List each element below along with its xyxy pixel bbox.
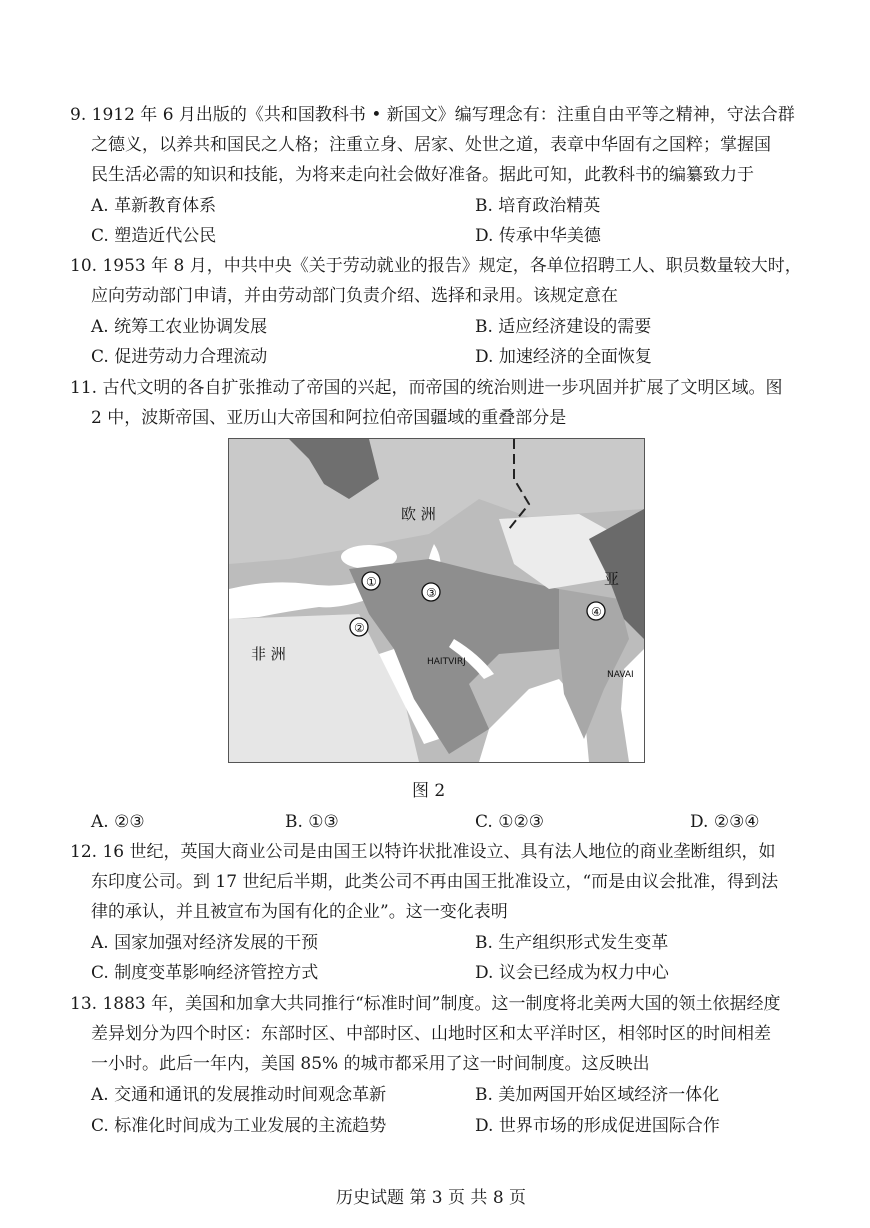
q12-option-b: B. 生产组织形式发生变革 [475,933,669,953]
map-label-arabia: HAITVIRJ [427,657,466,667]
empire-map [229,439,644,762]
q13-option-c: C. 标准化时间成为工业发展的主流趋势 [91,1116,387,1136]
q13-option-b: B. 美加两国开始区域经济一体化 [475,1085,720,1105]
q12-option-d: D. 议会已经成为权力中心 [475,963,669,983]
map-label-india: NAVAI [607,670,634,680]
q12-option-c: C. 制度变革影响经济管控方式 [91,963,319,983]
q9-option-b: B. 培育政治精英 [475,196,601,216]
q10-option-c: C. 促进劳动力合理流动 [91,347,268,367]
map-marker-2-label: ② [354,621,365,635]
map-label-africa: 非 洲 [251,645,286,663]
q11-option-a: A. ②③ [91,812,145,832]
page-footer: 历史试题 第 3 页 共 8 页 [336,1188,527,1208]
q10-line-1: 10. 1953 年 8 月，中共中央《关于劳动就业的报告》规定，各单位招聘工人、职员数量较大时， [70,256,802,276]
q11-line-1: 11. 古代文明的各自扩张推动了帝国的兴起，而帝国的统治则进一步巩固并扩展了文明区域。图 [70,378,783,398]
q9-line-1: 9. 1912 年 6 月出版的《共和国教科书 • 新国文》编写理念有：注重自由平等之精神，守法合群 [70,105,795,125]
map-label-europe: 欧 洲 [401,505,436,523]
q11-line-2: 2 中，波斯帝国、亚历山大帝国和阿拉伯帝国疆域的重叠部分是 [91,408,567,428]
q9-option-c: C. 塑造近代公民 [91,226,217,246]
q9-line-2: 之德义，以养共和国民之人格；注重立身、居家、处世之道，表章中华固有之国粹；掌握国 [91,135,771,155]
map-marker-3-label: ③ [426,586,437,600]
q12-line-3: 律的承认，并且被宣布为国有化的企业”。这一变化表明 [91,902,508,922]
q9-option-d: D. 传承中华美德 [475,226,601,246]
q10-line-2: 应向劳动部门申请，并由劳动部门负责介绍、选择和录用。该规定意在 [91,286,618,306]
q9-option-a: A. 革新教育体系 [91,196,217,216]
q12-line-2: 东印度公司。到 17 世纪后半期，此类公司不再由国王批准设立，“而是由议会批准，得到法 [91,872,779,892]
q10-option-b: B. 适应经济建设的需要 [475,317,652,337]
q12-line-1: 12. 16 世纪，英国大商业公司是由国王以特许状批准设立、具有法人地位的商业垄断组织，如 [70,842,776,862]
empire-map-figure [228,438,645,763]
q9-line-3: 民生活必需的知识和技能，为将来走向社会做好准备。据此可知，此教科书的编纂致力于 [91,165,754,185]
q13-option-a: A. 交通和通讯的发展推动时间观念革新 [91,1085,387,1105]
q12-option-a: A. 国家加强对经济发展的干预 [91,933,319,953]
q11-option-d: D. ②③④ [690,812,760,832]
q13-line-2: 差异划分为四个时区：东部时区、中部时区、山地时区和太平洋时区，相邻时区的时间相差 [91,1024,771,1044]
map-label-asia: 亚 [604,570,620,588]
map-marker-4-label: ④ [591,605,602,619]
map-marker-1-label: ① [366,575,377,589]
q13-line-1: 13. 1883 年，美国和加拿大共同推行“标准时间”制度。这一制度将北美两大国的领土依据经度 [70,994,781,1014]
q10-option-a: A. 统筹工农业协调发展 [91,317,268,337]
q11-option-c: C. ①②③ [475,812,544,832]
q13-line-3: 一小时。此后一年内，美国 85% 的城市都采用了这一时间制度。这反映出 [91,1054,650,1074]
q11-option-b: B. ①③ [285,812,339,832]
q10-option-d: D. 加速经济的全面恢复 [475,347,652,367]
q13-option-d: D. 世界市场的形成促进国际合作 [475,1116,720,1136]
figure-caption: 图 2 [412,781,446,801]
